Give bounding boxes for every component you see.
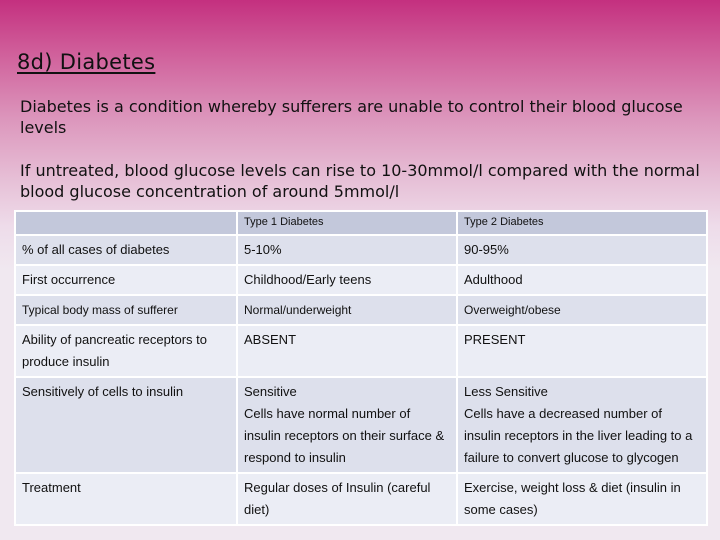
table-row bbox=[15, 377, 707, 473]
type2-cell: Adulthood bbox=[457, 265, 707, 295]
table-row bbox=[15, 295, 707, 325]
slide-title: 8d) Diabetes bbox=[17, 50, 156, 74]
row-label: Ability of pancreatic receptors to produce insulin bbox=[15, 325, 237, 377]
comparison-table bbox=[14, 210, 708, 526]
type2-sensitivity-detail: Cells have a decreased number of insulin receptors in the liver leading to a failure to convert glucose to glycogen bbox=[464, 406, 693, 465]
glucose-paragraph: If untreated, blood glucose levels can rise to 10-30mmol/l compared with the normal blood glucose concentration of around 5mmol/l bbox=[20, 161, 700, 201]
type1-cell: Regular doses of Insulin (careful diet) bbox=[237, 473, 457, 525]
row-label: % of all cases of diabetes bbox=[15, 235, 237, 265]
row-label: Sensitively of cells to insulin bbox=[15, 377, 237, 473]
type2-sensitivity-heading: Less Sensitive bbox=[464, 384, 548, 399]
type1-cell: 5-10% bbox=[237, 235, 457, 265]
type2-cell bbox=[457, 377, 707, 473]
table-header-row bbox=[15, 211, 707, 235]
header-empty bbox=[15, 211, 237, 235]
type1-cell: ABSENT bbox=[237, 325, 457, 377]
table-row bbox=[15, 235, 707, 265]
type2-cell: 90-95% bbox=[457, 235, 707, 265]
table-row bbox=[15, 325, 707, 377]
type2-cell: Exercise, weight loss & diet (insulin in some cases) bbox=[457, 473, 707, 525]
type1-cell bbox=[237, 377, 457, 473]
table-row bbox=[15, 473, 707, 525]
row-label: Treatment bbox=[15, 473, 237, 525]
type2-cell: Overweight/obese bbox=[457, 295, 707, 325]
intro-paragraph: Diabetes is a condition whereby sufferers are unable to control their blood glucose levels bbox=[20, 97, 683, 137]
header-type2: Type 2 Diabetes bbox=[457, 211, 707, 235]
type1-sensitivity-heading: Sensitive bbox=[244, 384, 297, 399]
header-type1: Type 1 Diabetes bbox=[237, 211, 457, 235]
row-label: Typical body mass of sufferer bbox=[15, 295, 237, 325]
type2-cell: PRESENT bbox=[457, 325, 707, 377]
table-row bbox=[15, 265, 707, 295]
type1-cell: Childhood/Early teens bbox=[237, 265, 457, 295]
row-label: First occurrence bbox=[15, 265, 237, 295]
type1-cell: Normal/underweight bbox=[237, 295, 457, 325]
type1-sensitivity-detail: Cells have normal number of insulin receptors on their surface & respond to insulin bbox=[244, 406, 445, 465]
